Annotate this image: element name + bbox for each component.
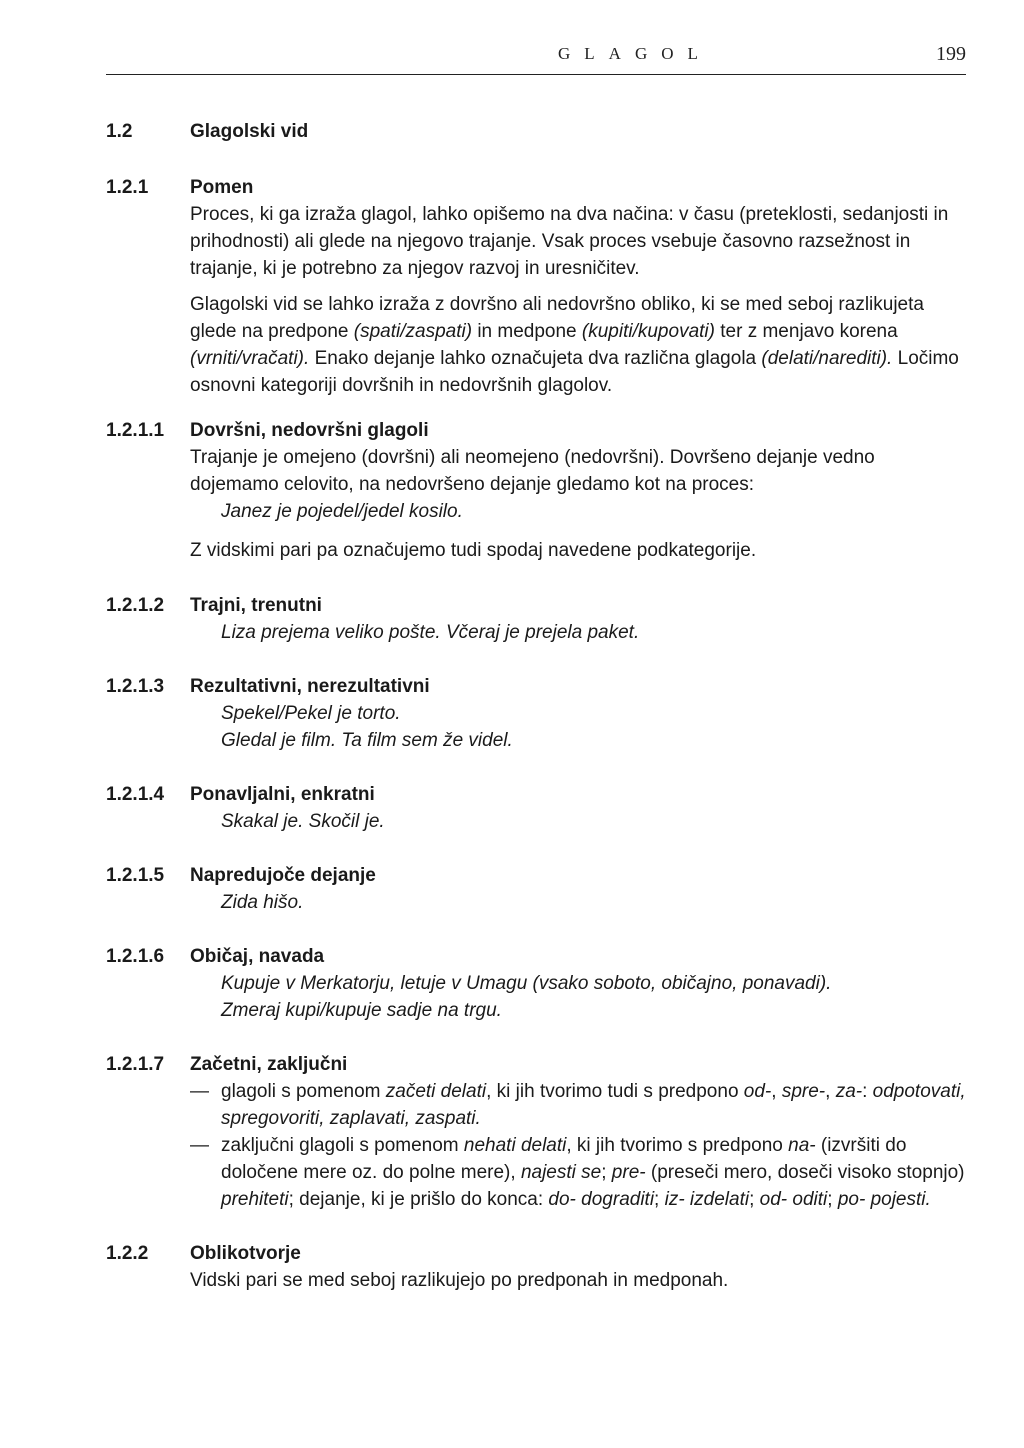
example-term: za- (835, 1081, 863, 1102)
example-term: nehati delati (463, 1135, 567, 1156)
paragraph: Z vidskimi pari pa označujemo tudi spodaj navedene podkategorije. (190, 540, 757, 561)
section-number: 1.2.1.3 (106, 676, 165, 697)
list-item (190, 1132, 966, 1213)
section-1-2-1-4 (106, 781, 966, 835)
example-term: iz- izdelati (664, 1189, 750, 1210)
section-1-2-1-6 (106, 943, 966, 1024)
text-run: ; (654, 1189, 665, 1210)
example-term: od- oditi (759, 1189, 828, 1210)
example-term: začeti delati (385, 1081, 487, 1102)
section-number: 1.2.1.6 (106, 946, 165, 967)
dash-bullet: — (190, 1135, 209, 1156)
text-run: Glagolski vid se lahko izraža z dovršno ali nedovršno obliko, ki se med seboj razlikujeta glede na predpone (190, 294, 924, 342)
example-term: pre- (611, 1162, 646, 1183)
text-run: ter z menjavo korena (714, 321, 898, 342)
section-number: 1.2.1.4 (106, 784, 165, 805)
section-title: Začetni, zaključni (190, 1054, 348, 1075)
example-sentence: Zmeraj kupi/kupuje sadje na trgu. (221, 1000, 502, 1021)
text-run: Enako dejanje lahko označujeta dva različna glagola (309, 348, 762, 369)
example-term: (vrniti/vračati). (190, 348, 310, 369)
section-title: Pomen (190, 177, 254, 198)
section-number: 1.2.1.7 (106, 1054, 165, 1075)
section-1-2-1 (106, 174, 966, 399)
example-sentence: Janez je pojedel/jedel kosilo. (221, 501, 463, 522)
text-run: , ki jih tvorimo s predpono (566, 1135, 789, 1156)
section-number: 1.2.1.5 (106, 865, 165, 886)
text-run: ; dejanje, ki je prišlo do konca: (288, 1189, 549, 1210)
text-run: Ločimo osnovni kategoriji dovršnih in nedovršnih glagolov. (190, 348, 959, 396)
paragraph: Proces, ki ga izraža glagol, lahko opišemo na dva načina: v času (preteklosti, sedanjosti in prihodnosti) ali glede na njegovo trajanje. Vsak proces vsebuje časovno razsežnost in trajanje, ki je potrebno za njegov razvoj in uresničitev. (190, 204, 949, 279)
section-1-2-1-3 (106, 673, 966, 754)
page-content (106, 118, 966, 1294)
example-term: najesti se (520, 1162, 602, 1183)
section-title: Glagolski vid (190, 121, 309, 142)
section-number: 1.2.2 (106, 1243, 149, 1264)
section-number: 1.2.1.1 (106, 420, 165, 441)
section-title: Običaj, navada (190, 946, 325, 967)
running-header (106, 40, 966, 75)
example-term: po- pojesti. (837, 1189, 931, 1210)
text-run: , (771, 1081, 782, 1102)
dash-bullet: — (190, 1081, 209, 1102)
section-title: Rezultativni, nerezultativni (190, 676, 430, 697)
example-term: (spati/zaspati) (353, 321, 473, 342)
text-run: ; (601, 1162, 612, 1183)
example-sentence: Liza prejema veliko pošte. Včeraj je prejela paket. (221, 622, 640, 643)
example-term: na- (788, 1135, 816, 1156)
example-sentence: Kupuje v Merkatorju, letuje v Umagu (vsako soboto, običajno, ponavadi). (221, 973, 832, 994)
text-run: zaključni glagoli s pomenom (221, 1135, 464, 1156)
section-number: 1.2.1.2 (106, 595, 165, 616)
section-title: Ponavljalni, enkratni (190, 784, 375, 805)
example-sentence: Skakal je. Skočil je. (221, 811, 385, 832)
section-1-2-1-7 (106, 1051, 966, 1213)
text-run: , ki jih tvorimo tudi s predpono (486, 1081, 744, 1102)
page-number: 199 (936, 43, 966, 65)
section-1-2 (106, 118, 966, 145)
text-run: : (862, 1081, 873, 1102)
section-title: Napredujoče dejanje (190, 865, 376, 886)
example-term: prehiteti (221, 1189, 289, 1210)
text-run: in medpone (472, 321, 582, 342)
section-1-2-1-1 (106, 417, 966, 564)
paragraph (190, 291, 966, 399)
example-sentence: Gledal je film. Ta film sem že videl. (221, 730, 513, 751)
text-run: , (825, 1081, 836, 1102)
text-run: ; (827, 1189, 838, 1210)
example-term: do- dograditi (548, 1189, 655, 1210)
section-title: Dovršni, nedovršni glagoli (190, 420, 429, 441)
list-item (190, 1078, 966, 1132)
example-term: spre- (781, 1081, 826, 1102)
section-title: Oblikotvorje (190, 1243, 301, 1264)
example-sentence: Zida hišo. (221, 892, 304, 913)
section-1-2-1-5 (106, 862, 966, 916)
example-term: (delati/narediti). (761, 348, 893, 369)
paragraph: Vidski pari se med seboj razlikujejo po predponah in medponah. (190, 1270, 729, 1291)
section-1-2-2 (106, 1240, 966, 1294)
example-sentence: Spekel/Pekel je torto. (221, 703, 401, 724)
section-title: Trajni, trenutni (190, 595, 322, 616)
text-run: (izvršiti do določene mere oz. do polne mere), (221, 1135, 907, 1183)
running-title: GLAGOL (558, 44, 712, 63)
section-1-2-1-2 (106, 592, 966, 646)
text-run: (preseči mero, doseči visoko stopnjo) (645, 1162, 965, 1183)
section-number: 1.2 (106, 121, 133, 142)
text-run: glagoli s pomenom (221, 1081, 386, 1102)
text-run: ; (749, 1189, 760, 1210)
example-term: (kupiti/kupovati) (581, 321, 715, 342)
paragraph: Trajanje je omejeno (dovršni) ali neomejeno (nedovršni). Dovršeno dejanje vedno dojemamo celovito, na nedovršeno dejanje gledamo kot na proces: (190, 447, 875, 495)
example-term: od- (743, 1081, 772, 1102)
example-term: odpotovati, spregovoriti, zaplavati, zaspati. (221, 1081, 966, 1129)
section-number: 1.2.1 (106, 177, 149, 198)
